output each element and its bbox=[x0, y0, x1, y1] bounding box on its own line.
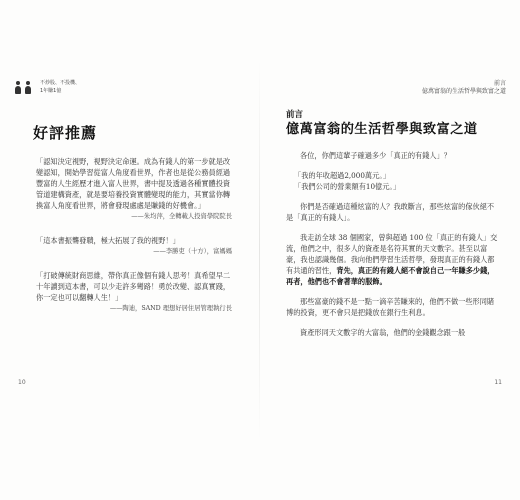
blurb-attribution: ——李勝吏（十方），富媽媽 bbox=[153, 248, 232, 255]
chapter-kicker: 前言 bbox=[286, 110, 304, 120]
page-number-right: 11 bbox=[494, 379, 502, 386]
running-header-right bbox=[422, 80, 506, 96]
blurb-1 bbox=[36, 156, 232, 222]
paragraph: 各位，你們這輩子確過多少「真正的有錢人」？ bbox=[300, 151, 451, 160]
running-header-left bbox=[14, 80, 80, 94]
paragraph: 資產形同天文數字的大富翁，他們的金錢觀念跟一般 bbox=[300, 328, 466, 337]
quote-block bbox=[286, 170, 498, 192]
chapter-title: 億萬富翁的生活哲學與致富之道 bbox=[286, 122, 478, 137]
quote-line: 「我的年收超過2,000萬元。」 bbox=[294, 171, 391, 180]
paragraph: 那些富豪的錢不是一點一滴辛苦賺來的，他們不做一些形同賭博的投資，更不會只是把錢放在銀行生利息。 bbox=[286, 297, 495, 317]
publisher-logo-icon bbox=[14, 80, 34, 94]
blurb-3 bbox=[36, 270, 232, 314]
running-header-line1: 不炒股、不投機、 bbox=[40, 80, 81, 86]
right-page bbox=[260, 0, 520, 500]
blurb-text: 「認知決定視野，視野決定命運。成為有錢人的第一步就是改變認知，開始學習從富人角度看世界，作者也是從公務員經過豐富的人生經歷才進入富人世界，書中提及透過各種實體投資管道建構資產，就是要培養投資實體變現的能力，其實當你轉換富人角度看世界，將會發現處處是賺錢的好機會。」 bbox=[36, 157, 231, 210]
paragraph: 你們是否確過這種炫富的人？我敢斷言，那些炫富的傢伙絕不是「真正的有錢人」。 bbox=[286, 202, 495, 222]
running-header-chapter: 前言 bbox=[493, 80, 506, 87]
quote-line: 「我們公司的營業額有10億元。」 bbox=[294, 182, 401, 191]
running-header-book-title bbox=[40, 80, 80, 94]
blurb-text: 「這本書振聾發聵，極大拓展了我的視野！」 bbox=[36, 236, 180, 245]
section-title: 好評推薦 bbox=[33, 124, 98, 142]
page-number-left: 10 bbox=[18, 379, 26, 386]
emphasized-text: 背先，真正的有錢人絕不會說自己一年賺多少錢，再者，他們也不會著華的服飾。 bbox=[286, 266, 495, 286]
paragraph bbox=[286, 232, 498, 287]
blurb-attribution: ——陶迪，SAND 理想好居住居管理執行長 bbox=[109, 305, 232, 312]
running-header-line2: 1年賺1億 bbox=[40, 87, 62, 94]
blurb-attribution: ——朱均萍，全轉載人投資學院院長 bbox=[131, 213, 232, 220]
blurb-text: 「打破傳統財商思維，帶你真正像個有錢人思考！真希望早二十年讀到這本書，可以少走許多彎路！勇於改變、認真實踐，你一定也可以翻轉人生！」 bbox=[36, 271, 231, 302]
chapter-body bbox=[286, 150, 498, 347]
running-header-chapter-title: 億萬富翁的生活哲學與致富之道 bbox=[421, 88, 506, 95]
blurb-2 bbox=[36, 235, 232, 257]
paragraph-text: 我走訪全球 38 個國家，曾與超過 100 位「真正的有錢人」交流，他們之中，很多人的資產是名符其實的天文數字。甚至以富豪，我也認識幾個。我向他們學習生活哲學，發現真正的有錢人都有共通的習性， bbox=[286, 233, 498, 275]
blurb-list bbox=[36, 156, 232, 327]
